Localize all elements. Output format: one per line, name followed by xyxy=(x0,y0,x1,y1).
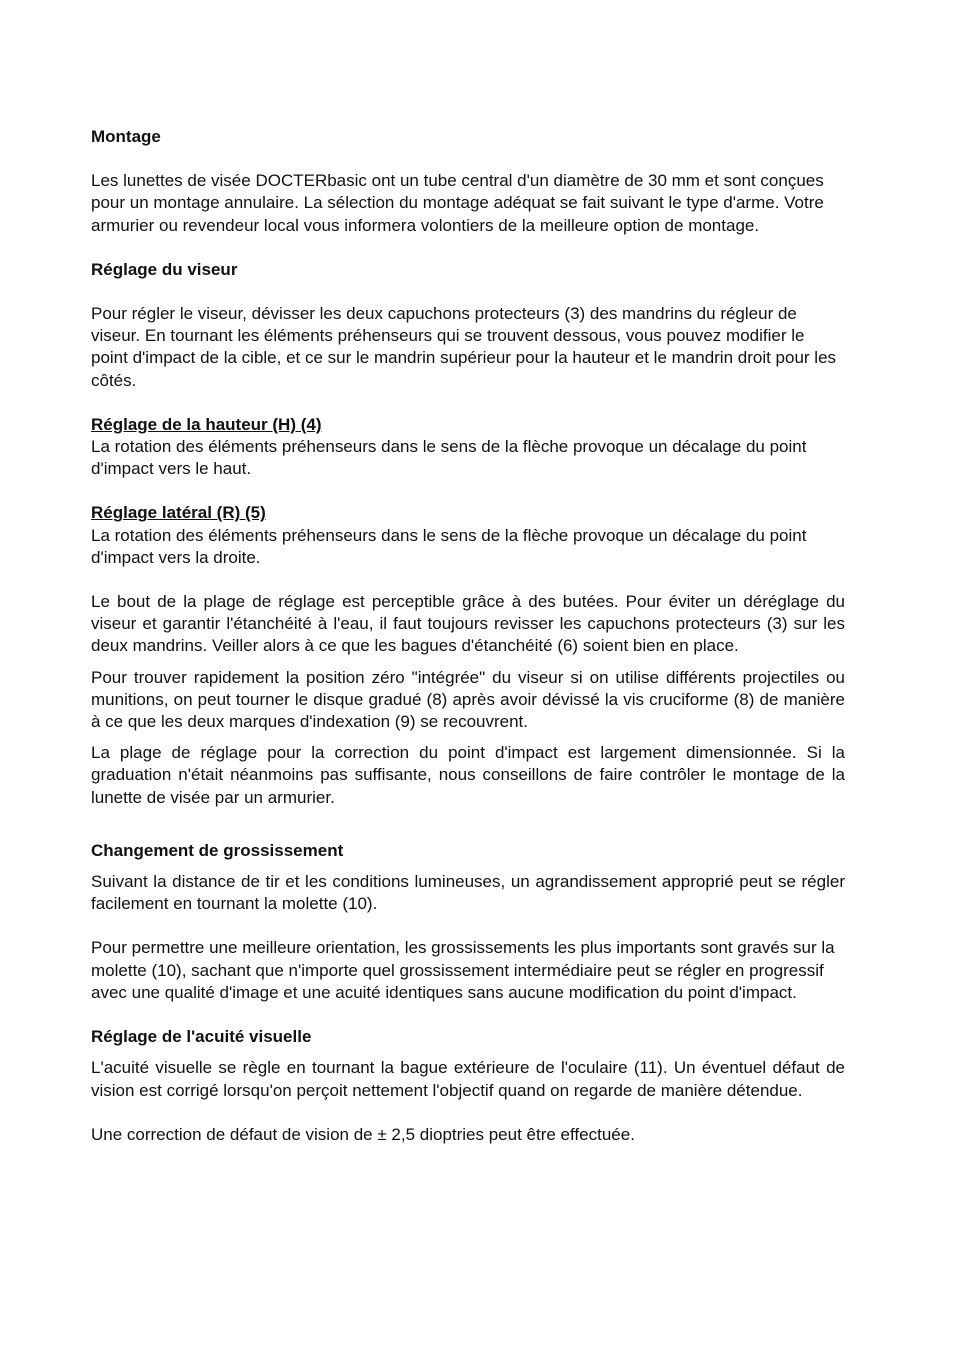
paragraph-grossissement-1: Suivant la distance de tir et les conditions lumineuses, un agrandissement approprié peut se régler facilement en tournant la molette (10). xyxy=(91,872,845,914)
heading-acuite: Réglage de l'acuité visuelle xyxy=(91,1027,312,1047)
paragraph-acuite-2: Une correction de défaut de vision de ± 2,5 dioptries peut être effectuée. xyxy=(91,1124,635,1144)
heading-reglage-viseur: Réglage du viseur xyxy=(91,259,238,279)
heading-reglage-lateral: Réglage latéral (R) (5) xyxy=(91,503,266,523)
paragraph-reglage-lateral-3: Pour trouver rapidement la position zéro "intégrée" du viseur si on utilise différents projectiles ou munitions, on peut tourner le disque gradué (8) après avoir dévissé la vis cruciforme (8) de manière à ce que les deux marques d'indexation (9) se recouvrent. xyxy=(91,667,845,732)
document-page xyxy=(91,126,845,1146)
paragraph-reglage-viseur: Pour régler le viseur, dévisser les deux capuchons protecteurs (3) des mandrins du régleur de viseur. En tournant les éléments préhenseurs qui se trouvent dessous, vous pouvez modifier le point d'impact de la cible, et ce sur le mandrin supérieur pour la hauteur et le mandrin droit pour les côtés. xyxy=(91,304,837,390)
heading-reglage-hauteur: Réglage de la hauteur (H) (4) xyxy=(91,414,322,434)
paragraph-montage: Les lunettes de visée DOCTERbasic ont un tube central d'un diamètre de 30 mm et sont conçues pour un montage annulaire. La sélection du montage adéquat se fait suivant le type d'arme. Votre armurier ou revendeur local vous informera volontiers de la meilleure option de montage. xyxy=(91,171,824,235)
paragraph-reglage-lateral-1: La rotation des éléments préhenseurs dans le sens de la flèche provoque un décalage du point d'impact vers la droite. xyxy=(91,525,807,567)
paragraph-acuite-1: L'acuité visuelle se règle en tournant la bague extérieure de l'oculaire (11). Un éventuel défaut de vision est corrigé lorsqu'on perçoit nettement l'objectif quand on regarde de manière détendue. xyxy=(91,1058,845,1100)
paragraph-reglage-hauteur: La rotation des éléments préhenseurs dans le sens de la flèche provoque un décalage du point d'impact vers le haut. xyxy=(91,437,807,479)
paragraph-reglage-lateral-4: La plage de réglage pour la correction du point d'impact est largement dimensionnée. Si la graduation n'était néanmoins pas suffisante, nous conseillons de faire contrôler le montage de la lunette de visée par un armurier. xyxy=(91,743,845,807)
heading-montage: Montage xyxy=(91,127,161,146)
paragraph-grossissement-2: Pour permettre une meilleure orientation, les grossissements les plus importants sont gravés sur la molette (10), sachant que n'importe quel grossissement intermédiaire peut se régler en progressif avec une qualité d'image et une acuité identiques sans aucune modification du point d'impact. xyxy=(91,938,835,1002)
paragraph-reglage-lateral-2: Le bout de la plage de réglage est perceptible grâce à des butées. Pour éviter un déréglage du viseur et garantir l'étanchéité à l'eau, il faut toujours revisser les capuchons protecteurs (3) sur les deux mandrins. Veiller alors à ce que les bagues d'étanchéité (6) soient bien en place. xyxy=(91,592,845,656)
heading-grossissement: Changement de grossissement xyxy=(91,840,344,860)
